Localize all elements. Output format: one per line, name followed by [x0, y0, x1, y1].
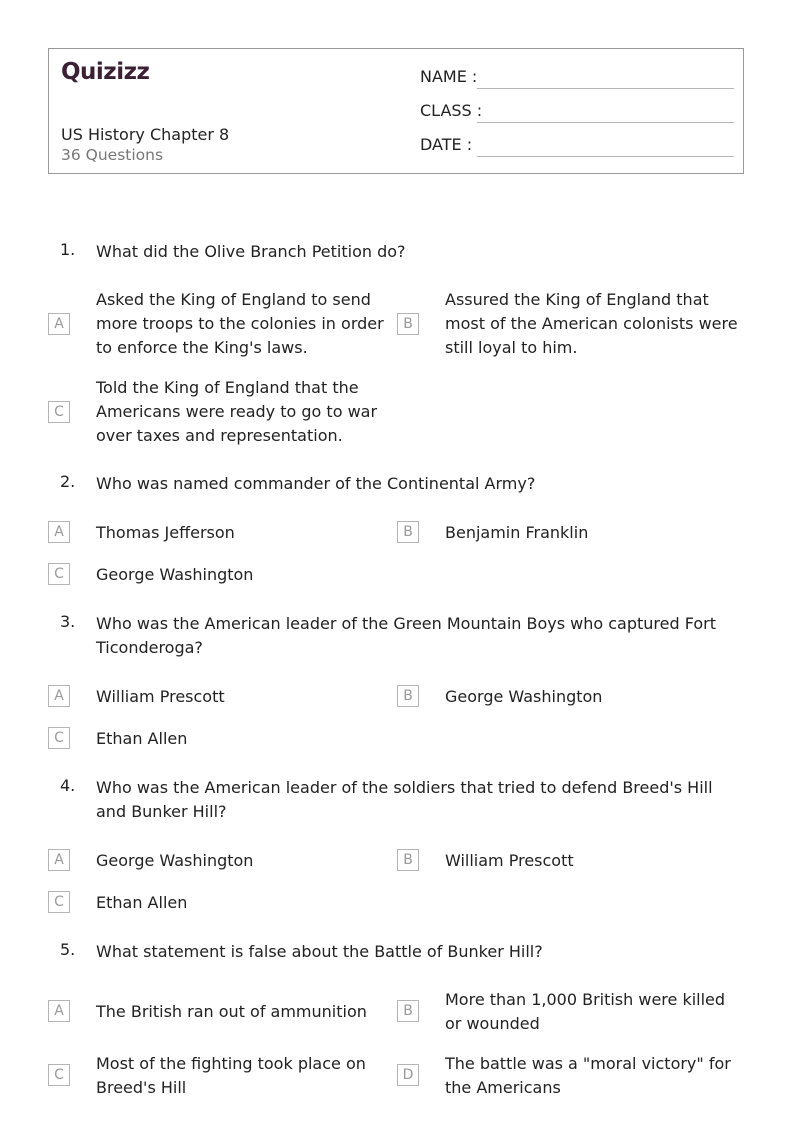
- option-box-c[interactable]: C: [48, 401, 70, 423]
- question-text: What did the Olive Branch Petition do?: [96, 242, 406, 261]
- option-box-c[interactable]: C: [48, 563, 70, 585]
- name-field[interactable]: [420, 67, 734, 91]
- worksheet-header: [48, 48, 744, 174]
- date-line: [477, 156, 734, 157]
- question-number: 3.: [60, 612, 76, 631]
- option-text: Ethan Allen: [96, 893, 188, 912]
- worksheet-title: US History Chapter 8: [61, 125, 230, 144]
- option-text: Thomas Jefferson: [96, 523, 235, 542]
- option-text: The battle was a "moral victory" for the Americans: [445, 1054, 731, 1097]
- option-text: Most of the fighting took place on Breed's Hill: [96, 1054, 366, 1097]
- question-number: 4.: [60, 776, 76, 795]
- option-box-b[interactable]: B: [397, 685, 419, 707]
- option-box-b[interactable]: B: [397, 849, 419, 871]
- class-field[interactable]: [420, 101, 734, 125]
- option-box-b[interactable]: B: [397, 521, 419, 543]
- option-text: Ethan Allen: [96, 729, 188, 748]
- class-line: [477, 122, 734, 123]
- date-label: DATE :: [420, 135, 473, 154]
- option-box-a[interactable]: A: [48, 313, 70, 335]
- option-text: Assured the King of England that most of the American colonists were still loyal to him.: [445, 290, 738, 357]
- question-text: What statement is false about the Battle of Bunker Hill?: [96, 942, 543, 961]
- question-text: Who was the American leader of the soldiers that tried to defend Breed's Hill and Bunker Hill?: [96, 778, 713, 821]
- option-text: Told the King of England that the Americans were ready to go to war over taxes and representation.: [96, 378, 378, 445]
- option-box-a[interactable]: A: [48, 521, 70, 543]
- option-box-a[interactable]: A: [48, 849, 70, 871]
- option-box-a[interactable]: A: [48, 685, 70, 707]
- question-number: 1.: [60, 240, 76, 259]
- option-text: George Washington: [96, 565, 254, 584]
- question-count: 36 Questions: [61, 146, 164, 164]
- option-box-c[interactable]: C: [48, 727, 70, 749]
- name-line: [477, 88, 734, 89]
- option-box-c[interactable]: C: [48, 1064, 70, 1086]
- option-text: William Prescott: [445, 851, 574, 870]
- quizizz-logo: Quizizz: [61, 59, 150, 85]
- option-text: The British ran out of ammunition: [96, 1002, 367, 1021]
- class-label: CLASS :: [420, 101, 483, 120]
- question-number: 5.: [60, 940, 76, 959]
- option-box-b[interactable]: B: [397, 313, 419, 335]
- option-box-d[interactable]: D: [397, 1064, 419, 1086]
- name-label: NAME :: [420, 67, 478, 86]
- option-box-c[interactable]: C: [48, 891, 70, 913]
- option-box-a[interactable]: A: [48, 1000, 70, 1022]
- question-text: Who was named commander of the Continental Army?: [96, 474, 536, 493]
- question-text: Who was the American leader of the Green Mountain Boys who captured Fort Ticonderoga?: [96, 614, 717, 657]
- option-text: William Prescott: [96, 687, 225, 706]
- option-text: George Washington: [96, 851, 254, 870]
- option-box-b[interactable]: B: [397, 1000, 419, 1022]
- question-number: 2.: [60, 472, 76, 491]
- option-text: More than 1,000 British were killed or wounded: [445, 990, 726, 1033]
- option-text: George Washington: [445, 687, 603, 706]
- date-field[interactable]: [420, 135, 734, 159]
- option-text: Asked the King of England to send more troops to the colonies in order to enforce the King's laws.: [96, 290, 384, 357]
- option-text: Benjamin Franklin: [445, 523, 589, 542]
